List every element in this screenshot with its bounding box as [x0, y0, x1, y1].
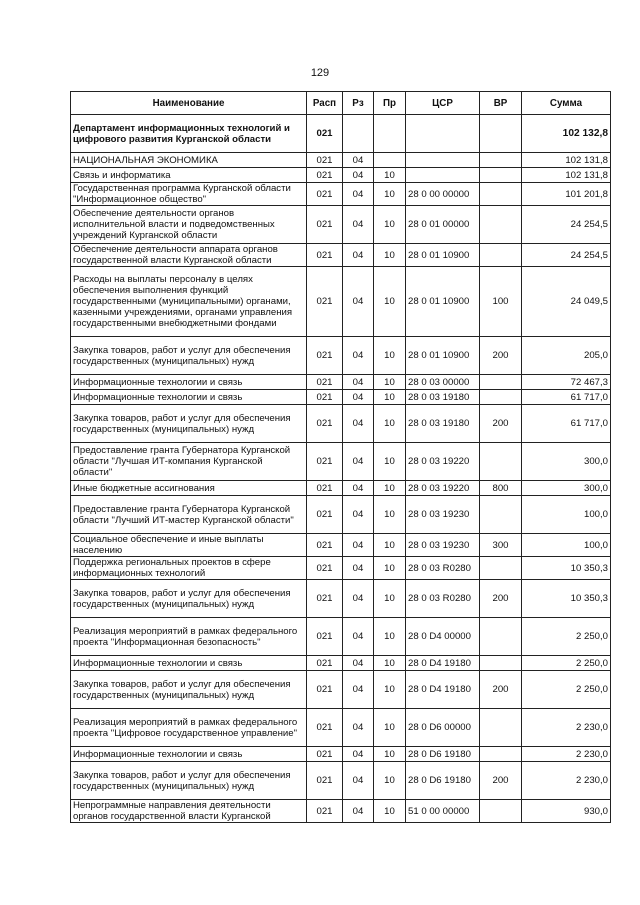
table-cell-rasp: 021: [307, 375, 343, 390]
header-vr: ВР: [480, 92, 522, 115]
table-cell-vr: [480, 244, 522, 267]
table-cell-sum: 2 250,0: [522, 656, 611, 671]
table-cell-sum: 2 250,0: [522, 671, 611, 709]
table-cell-rz: 04: [343, 762, 374, 800]
table-cell-rz: 04: [343, 656, 374, 671]
table-cell-csr: 28 0 00 00000: [406, 183, 480, 206]
table-cell-rz: 04: [343, 153, 374, 168]
table-row: [71, 496, 611, 534]
table-row: [71, 656, 611, 671]
table-cell-rz: 04: [343, 405, 374, 443]
table-cell-pr: 10: [374, 656, 406, 671]
table-cell-rasp: 021: [307, 405, 343, 443]
table-cell-csr: 28 0 03 19180: [406, 390, 480, 405]
table-cell-name: Обеспечение деятельности аппарата органов государственной власти Курганской области: [71, 244, 307, 267]
table-cell-rz: 04: [343, 183, 374, 206]
table-cell-rz: 04: [343, 168, 374, 183]
table-cell-csr: 28 0 03 R0280: [406, 557, 480, 580]
table-cell-sum: 102 132,8: [522, 115, 611, 153]
table-row: [71, 747, 611, 762]
table-cell-sum: 2 230,0: [522, 762, 611, 800]
table-cell-rasp: 021: [307, 481, 343, 496]
table-cell-csr: 28 0 D4 19180: [406, 656, 480, 671]
table-cell-rz: 04: [343, 580, 374, 618]
table-cell-name: Закупка товаров, работ и услуг для обеспечения государственных (муниципальных) нужд: [71, 762, 307, 800]
table-cell-vr: 100: [480, 267, 522, 337]
table-cell-pr: 10: [374, 747, 406, 762]
table-cell-rz: 04: [343, 557, 374, 580]
table-cell-pr: 10: [374, 443, 406, 481]
table-cell-pr: 10: [374, 580, 406, 618]
table-cell-rz: 04: [343, 267, 374, 337]
table-cell-pr: 10: [374, 481, 406, 496]
table-row: [71, 443, 611, 481]
table-cell-pr: 10: [374, 405, 406, 443]
table-cell-rasp: 021: [307, 206, 343, 244]
table-cell-rasp: 021: [307, 244, 343, 267]
table-cell-sum: 61 717,0: [522, 390, 611, 405]
table-cell-rasp: 021: [307, 747, 343, 762]
table-cell-rasp: 021: [307, 762, 343, 800]
table-row: [71, 557, 611, 580]
table-cell-sum: 2 230,0: [522, 747, 611, 762]
table-cell-name: Связь и информатика: [71, 168, 307, 183]
table-cell-rz: 04: [343, 709, 374, 747]
table-cell-rasp: 021: [307, 709, 343, 747]
header-name: Наименование: [71, 92, 307, 115]
table-cell-sum: 300,0: [522, 443, 611, 481]
table-cell-vr: [480, 153, 522, 168]
table-row: [71, 800, 611, 823]
table-cell-name: Реализация мероприятий в рамках федерального проекта "Информационная безопасность": [71, 618, 307, 656]
table-cell-csr: 28 0 01 10900: [406, 267, 480, 337]
table-cell-rasp: 021: [307, 115, 343, 153]
table-body: [71, 115, 611, 823]
table-cell-rasp: 021: [307, 390, 343, 405]
table-cell-vr: [480, 747, 522, 762]
table-row: [71, 244, 611, 267]
table-cell-name: Информационные технологии и связь: [71, 747, 307, 762]
table-cell-rz: [343, 115, 374, 153]
table-cell-sum: 930,0: [522, 800, 611, 823]
table-cell-pr: 10: [374, 375, 406, 390]
table-cell-vr: 200: [480, 337, 522, 375]
header-csr: ЦСР: [406, 92, 480, 115]
table-cell-name: НАЦИОНАЛЬНАЯ ЭКОНОМИКА: [71, 153, 307, 168]
table-cell-sum: 102 131,8: [522, 168, 611, 183]
header-pr: Пр: [374, 92, 406, 115]
table-cell-vr: [480, 115, 522, 153]
table-cell-rasp: 021: [307, 337, 343, 375]
table-cell-sum: 101 201,8: [522, 183, 611, 206]
table-cell-sum: 10 350,3: [522, 557, 611, 580]
table-cell-rasp: 021: [307, 534, 343, 557]
table-cell-pr: 10: [374, 168, 406, 183]
table-cell-vr: [480, 496, 522, 534]
table-cell-sum: 100,0: [522, 534, 611, 557]
table-cell-rasp: 021: [307, 800, 343, 823]
table-row: [71, 206, 611, 244]
header-sum: Сумма: [522, 92, 611, 115]
table-cell-rasp: 021: [307, 557, 343, 580]
table-cell-name: Информационные технологии и связь: [71, 390, 307, 405]
table-cell-rz: 04: [343, 534, 374, 557]
table-row: [71, 405, 611, 443]
table-cell-rz: 04: [343, 337, 374, 375]
table-cell-csr: 28 0 03 R0280: [406, 580, 480, 618]
table-row: [71, 337, 611, 375]
table-cell-sum: 61 717,0: [522, 405, 611, 443]
table-cell-pr: [374, 153, 406, 168]
table-cell-csr: 28 0 01 10900: [406, 244, 480, 267]
table-cell-vr: 200: [480, 762, 522, 800]
table-cell-csr: 28 0 D4 00000: [406, 618, 480, 656]
table-cell-rasp: 021: [307, 618, 343, 656]
table-cell-name: Иные бюджетные ассигнования: [71, 481, 307, 496]
table-cell-csr: 28 0 01 00000: [406, 206, 480, 244]
table-row: [71, 580, 611, 618]
table-cell-sum: 24 254,5: [522, 206, 611, 244]
table-cell-sum: 24 254,5: [522, 244, 611, 267]
table-cell-name: Информационные технологии и связь: [71, 656, 307, 671]
table-cell-pr: 10: [374, 390, 406, 405]
table-cell-sum: 100,0: [522, 496, 611, 534]
table-cell-pr: 10: [374, 337, 406, 375]
table-cell-rz: 04: [343, 244, 374, 267]
table-row: [71, 618, 611, 656]
table-cell-rasp: 021: [307, 168, 343, 183]
table-cell-rz: 04: [343, 800, 374, 823]
table-cell-csr: 28 0 01 10900: [406, 337, 480, 375]
table-cell-rz: 04: [343, 671, 374, 709]
table-cell-vr: [480, 206, 522, 244]
table-row: [71, 375, 611, 390]
table-cell-pr: 10: [374, 671, 406, 709]
table-cell-sum: 24 049,5: [522, 267, 611, 337]
table-cell-vr: [480, 656, 522, 671]
table-row: [71, 390, 611, 405]
table-cell-pr: 10: [374, 244, 406, 267]
table-cell-name: Непрограммные направления деятельности органов государственной власти Курганской: [71, 800, 307, 823]
table-cell-vr: 200: [480, 580, 522, 618]
table-cell-csr: 28 0 03 19230: [406, 534, 480, 557]
table-row: [71, 153, 611, 168]
table-cell-rz: 04: [343, 443, 374, 481]
table-cell-name: Закупка товаров, работ и услуг для обеспечения государственных (муниципальных) нужд: [71, 580, 307, 618]
table-cell-pr: [374, 115, 406, 153]
table-cell-pr: 10: [374, 709, 406, 747]
table-row: [71, 168, 611, 183]
table-cell-rasp: 021: [307, 443, 343, 481]
table-cell-pr: 10: [374, 183, 406, 206]
table-cell-vr: [480, 168, 522, 183]
table-row: [71, 671, 611, 709]
table-cell-name: Государственная программа Курганской области "Информационное общество": [71, 183, 307, 206]
table-row: [71, 534, 611, 557]
page-number: 129: [310, 67, 330, 79]
table-cell-rz: 04: [343, 496, 374, 534]
table-cell-rasp: 021: [307, 183, 343, 206]
table-cell-name: Информационные технологии и связь: [71, 375, 307, 390]
table-row: [71, 183, 611, 206]
table-cell-csr: 28 0 D6 00000: [406, 709, 480, 747]
table-cell-pr: 10: [374, 800, 406, 823]
table-cell-pr: 10: [374, 267, 406, 337]
table-cell-sum: 10 350,3: [522, 580, 611, 618]
table-cell-name: Социальное обеспечение и иные выплаты населению: [71, 534, 307, 557]
table-cell-vr: [480, 183, 522, 206]
table-cell-name: Расходы на выплаты персоналу в целях обеспечения выполнения функций государственными (муниципальными) органами, казенными учреждениями, органами управления государственными внебюджетными фондами: [71, 267, 307, 337]
table-cell-csr: [406, 168, 480, 183]
table-cell-csr: 28 0 03 19180: [406, 405, 480, 443]
table-cell-csr: 28 0 03 19230: [406, 496, 480, 534]
table-cell-pr: 10: [374, 534, 406, 557]
table-cell-csr: 28 0 D6 19180: [406, 762, 480, 800]
table-cell-pr: 10: [374, 206, 406, 244]
table-cell-vr: [480, 390, 522, 405]
table-cell-rz: 04: [343, 481, 374, 496]
table-cell-sum: 300,0: [522, 481, 611, 496]
table-cell-name: Закупка товаров, работ и услуг для обеспечения государственных (муниципальных) нужд: [71, 405, 307, 443]
table-cell-name: Закупка товаров, работ и услуг для обеспечения государственных (муниципальных) нужд: [71, 337, 307, 375]
table-cell-pr: 10: [374, 557, 406, 580]
table-cell-vr: [480, 618, 522, 656]
table-cell-rasp: 021: [307, 496, 343, 534]
budget-table: [70, 91, 611, 823]
table-row: [71, 709, 611, 747]
table-cell-name: Департамент информационных технологий и цифрового развития Курганской области: [71, 115, 307, 153]
table-cell-pr: 10: [374, 618, 406, 656]
table-cell-name: Предоставление гранта Губернатора Курганской области "Лучшая ИТ-компания Курганской области": [71, 443, 307, 481]
header-rasp: Расп: [307, 92, 343, 115]
table-row: [71, 762, 611, 800]
table-cell-vr: 800: [480, 481, 522, 496]
table-cell-name: Поддержка региональных проектов в сфере информационных технологий: [71, 557, 307, 580]
table-cell-name: Закупка товаров, работ и услуг для обеспечения государственных (муниципальных) нужд: [71, 671, 307, 709]
table-cell-sum: 102 131,8: [522, 153, 611, 168]
table-cell-sum: 2 250,0: [522, 618, 611, 656]
table-cell-rasp: 021: [307, 267, 343, 337]
table-cell-name: Обеспечение деятельности органов исполнительной власти и подведомственных учреждений Курганской области: [71, 206, 307, 244]
table-cell-rz: 04: [343, 618, 374, 656]
table-cell-csr: 28 0 03 19220: [406, 443, 480, 481]
table-cell-csr: 28 0 03 00000: [406, 375, 480, 390]
table-cell-rz: 04: [343, 747, 374, 762]
table-cell-sum: 2 230,0: [522, 709, 611, 747]
table-cell-rasp: 021: [307, 153, 343, 168]
table-cell-csr: [406, 115, 480, 153]
table-row: [71, 267, 611, 337]
table-cell-vr: [480, 375, 522, 390]
table-cell-rasp: 021: [307, 656, 343, 671]
table-cell-vr: 300: [480, 534, 522, 557]
table-cell-csr: [406, 153, 480, 168]
table-cell-rasp: 021: [307, 580, 343, 618]
table-cell-sum: 205,0: [522, 337, 611, 375]
table-cell-csr: 51 0 00 00000: [406, 800, 480, 823]
table-cell-rz: 04: [343, 390, 374, 405]
table-cell-rasp: 021: [307, 671, 343, 709]
table-cell-csr: 28 0 03 19220: [406, 481, 480, 496]
table-cell-vr: 200: [480, 671, 522, 709]
table-cell-rz: 04: [343, 206, 374, 244]
table-cell-vr: 200: [480, 405, 522, 443]
table-cell-vr: [480, 443, 522, 481]
table-cell-rz: 04: [343, 375, 374, 390]
header-rz: Рз: [343, 92, 374, 115]
table-cell-vr: [480, 709, 522, 747]
table-cell-name: Реализация мероприятий в рамках федерального проекта "Цифровое государственное управление": [71, 709, 307, 747]
table-cell-pr: 10: [374, 762, 406, 800]
table-cell-csr: 28 0 D4 19180: [406, 671, 480, 709]
table-cell-name: Предоставление гранта Губернатора Курганской области "Лучший ИТ-мастер Курганской области": [71, 496, 307, 534]
table-cell-vr: [480, 800, 522, 823]
table-cell-pr: 10: [374, 496, 406, 534]
table-cell-csr: 28 0 D6 19180: [406, 747, 480, 762]
table-row: [71, 481, 611, 496]
table-header-row: [71, 92, 611, 115]
table-cell-sum: 72 467,3: [522, 375, 611, 390]
table-row: [71, 115, 611, 153]
table-cell-vr: [480, 557, 522, 580]
